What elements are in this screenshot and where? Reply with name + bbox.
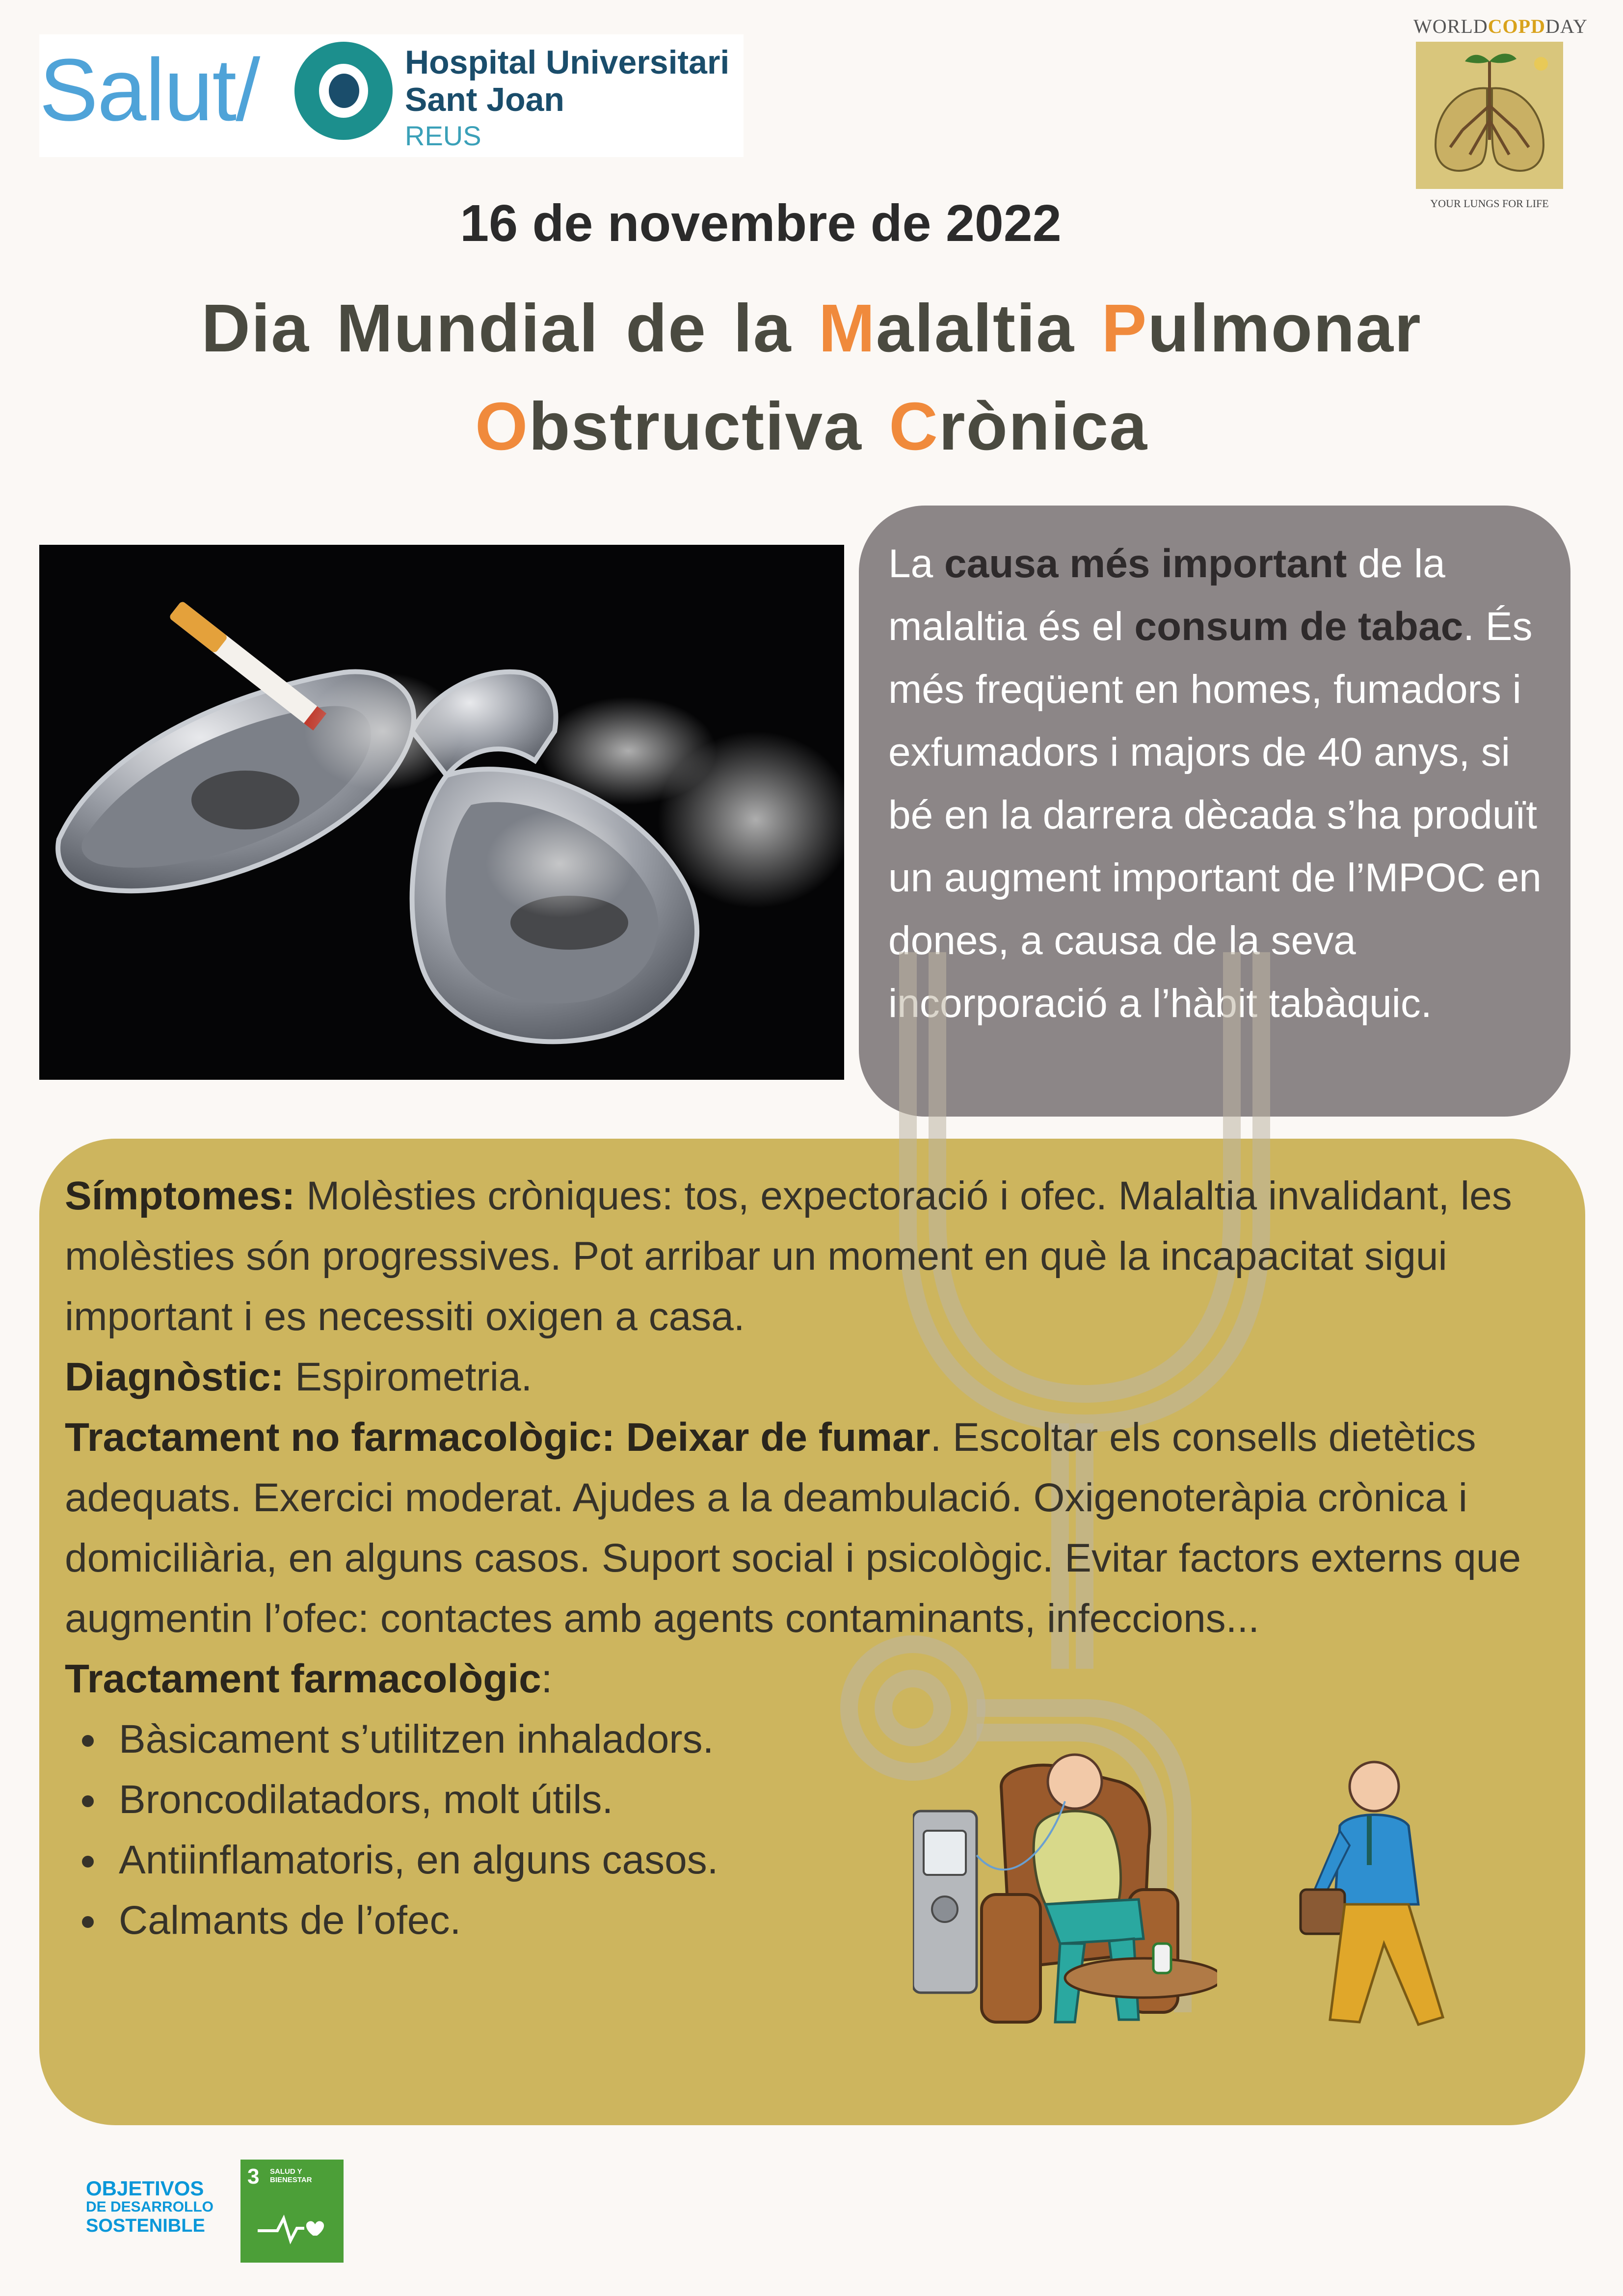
list-item: • Calmants de l’ofec. bbox=[109, 1890, 1537, 1950]
hospital-logo-icon bbox=[294, 42, 393, 140]
lungs-tree-icon bbox=[1416, 42, 1563, 189]
sdg-line3: SOSTENIBLE bbox=[86, 2216, 205, 2236]
title-line1: Dia Mundial de la Malaltia Pulmonar bbox=[201, 291, 1422, 366]
list-item: • Bàsicament s’utilitzen inhaladors. bbox=[109, 1709, 1537, 1769]
nonpharm-treatment-paragraph: Tractament no farmacològic: Deixar de fumar. Escoltar els consells dietètics adequats. Exercici moderat. Ajudes a la deambulació. Oxigenoteràpia crònica i domiciliària, en alguns casos. Suport social i psicològic. Evitar factors externs que augmentin l’ofec: contactes amb agents contaminants, infeccions... bbox=[65, 1415, 1521, 1641]
hospital-city: REUS bbox=[405, 120, 481, 151]
sdg-3-badge bbox=[240, 2160, 344, 2263]
world-copd-day-logo bbox=[1413, 15, 1588, 216]
heartbeat-icon bbox=[255, 2209, 329, 2248]
title-line2: Obstructiva Crònica bbox=[475, 389, 1148, 464]
sdg-line2: DE DESARROLLO bbox=[86, 2199, 214, 2215]
cause-info-box bbox=[859, 506, 1570, 1117]
sdg-line1: OBJETIVOS bbox=[86, 2177, 204, 2200]
cause-paragraph: La causa més important de la malaltia és el consum de tabac. És més freqüent en homes, fumadors i exfumadors i majors de 40 anys, si bé en la darrera dècada s’ha produït un augment important de l’MPOC en dones, a causa de la seva incorporació a l’hàbit tabàquic. bbox=[888, 541, 1542, 1026]
sdg-objectives-logo bbox=[86, 2179, 213, 2235]
walking-man-illustration bbox=[1296, 1757, 1453, 2032]
sdg-number: 3 bbox=[247, 2164, 260, 2189]
patient-oxygen-illustration bbox=[913, 1747, 1217, 2047]
pharm-treatment-heading: Tractament farmacològic: bbox=[65, 1656, 553, 1701]
symptoms-paragraph: Símptomes: Molèsties cròniques: tos, expectoració i ofec. Malaltia invalidant, les molèsties són progressives. Pot arribar un moment en què la incapacitat sigui important i es necessiti oxigen a casa. bbox=[65, 1174, 1512, 1339]
sdg-badge-label: SALUD Y BIENESTAR bbox=[270, 2167, 312, 2184]
header-logo-banner bbox=[39, 34, 744, 157]
copd-day-title: WORLDCOPDDAY bbox=[1413, 15, 1588, 37]
list-item: • Broncodilatadors, molt útils. bbox=[109, 1769, 1537, 1830]
event-date: 16 de novembre de 2022 bbox=[460, 194, 1062, 252]
lung-ashtray-photo bbox=[39, 545, 844, 1080]
hospital-name-line2: Sant Joan bbox=[405, 81, 564, 118]
salut-logo-text: Salut/ bbox=[39, 41, 260, 139]
hospital-name-line1: Hospital Universitari bbox=[405, 44, 730, 81]
list-item: • Antiinflamatoris, en alguns casos. bbox=[109, 1830, 1537, 1890]
copd-day-tagline: YOUR LUNGS FOR LIFE bbox=[1430, 197, 1549, 210]
diagnosis-paragraph: Diagnòstic: Espirometria. bbox=[65, 1355, 532, 1399]
